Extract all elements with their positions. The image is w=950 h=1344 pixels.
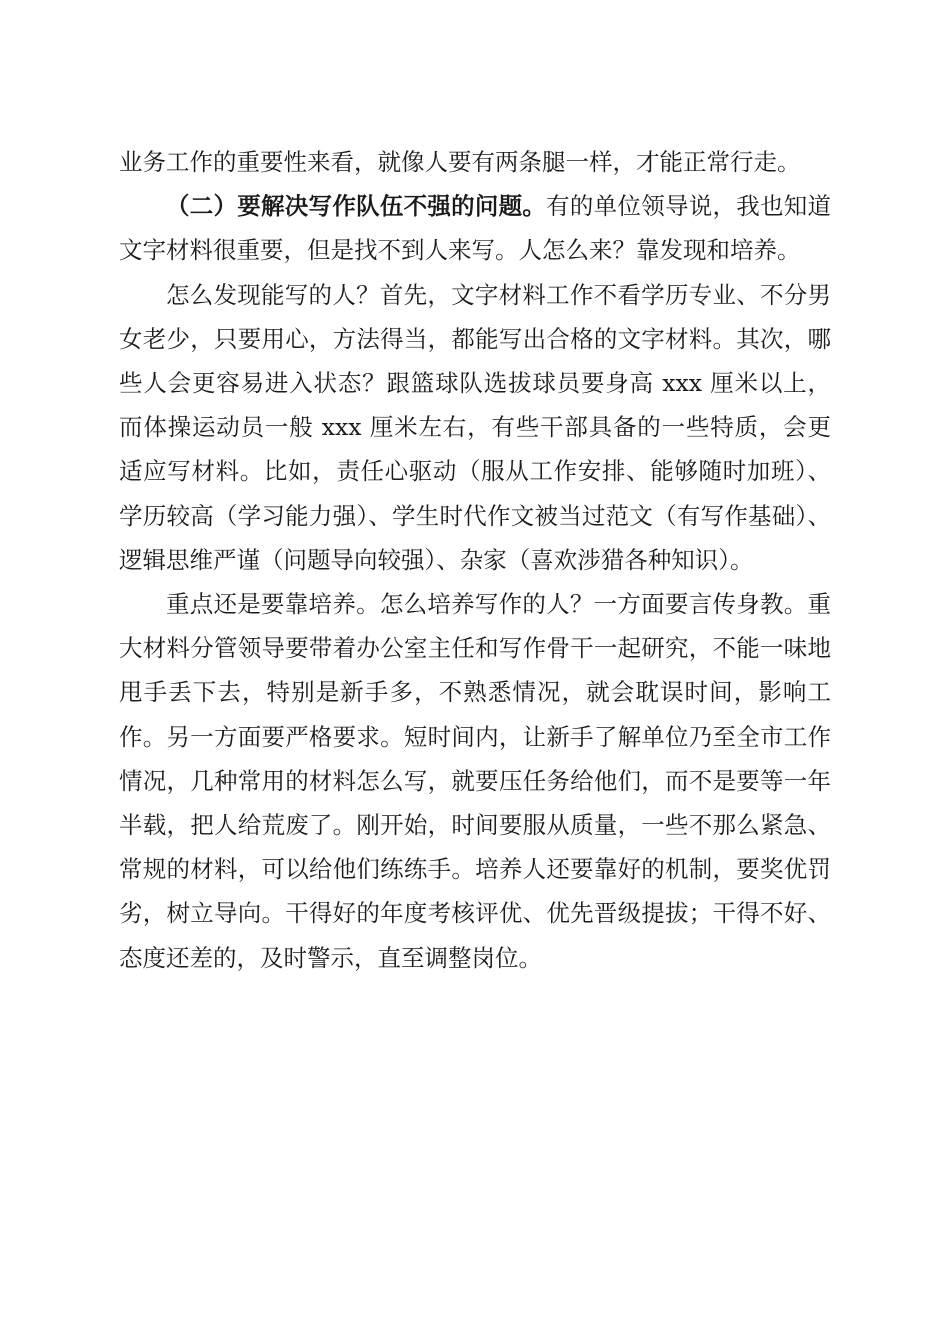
paragraph-continuation <box>119 140 831 184</box>
paragraph-text: 业务工作的重要性来看，就像人要有两条腿一样，才能正常行走。 <box>119 148 801 176</box>
paragraph-text: 怎么发现能写的人？首先，文字材料工作不看学历专业、不分男女老少，只要用心，方法得当，都能写出合格的文字材料。其次，哪些人会更容易进入状态？跟篮球队选拔球员要身高 xxx 厘米以上，而体操运动员一般 xxx 厘米左右，有些干部具备的一些特质，会更适应写材料。比如，责任心驱动（服从工作安排、能够随时加班）、学历较高（学习能力强）、学生时代作文被当过范文（有写作基础）、逻辑思维严谨（问题导向较强）、杂家（喜欢涉猎各种知识）。 <box>119 280 831 574</box>
paragraph-section-two <box>119 184 831 272</box>
paragraph-training <box>119 582 831 980</box>
paragraph-text: 有的单位领导说，我也知道文字材料很重要，但是找不到人来写。人怎么来？靠发现和培养。 <box>119 192 832 265</box>
document-body <box>119 140 831 980</box>
section-heading: （二）要解决写作队伍不强的问题。 <box>166 192 547 221</box>
paragraph-discovery <box>119 273 831 582</box>
paragraph-text: 重点还是要靠培养。怎么培养写作的人？一方面要言传身教。重大材料分管领导要带着办公室主任和写作骨干一起研究，不能一味地甩手丢下去，特别是新手多，不熟悉情况，就会耽误时间，影响工作。另一方面要严格要求。短时间内，让新手了解单位乃至全市工作情况，几种常用的材料怎么写，就要压任务给他们，而不是要等一年半载，把人给荒废了。刚开始，时间要服从质量，一些不那么紧急、常规的材料，可以给他们练练手。培养人还要靠好的机制，要奖优罚劣，树立导向。干得好的年度考核评优、优先晋级提拔；干得不好、态度还差的，及时警示，直至调整岗位。 <box>119 590 831 972</box>
